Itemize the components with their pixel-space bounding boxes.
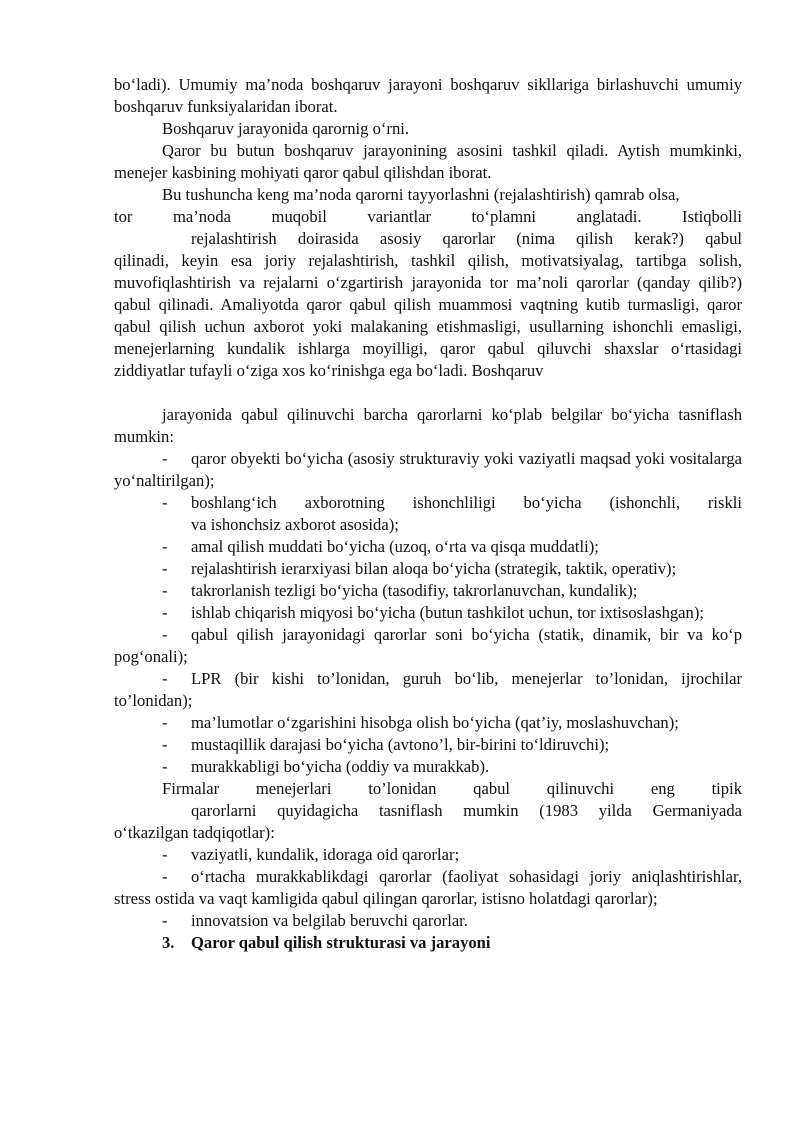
list-item-text: va ishonchsiz axborot asosida);: [191, 515, 399, 534]
list-item: [114, 756, 742, 778]
list-item: [114, 712, 742, 734]
spacer: [114, 382, 742, 404]
list-dash: -: [162, 669, 168, 688]
paragraph: jarayonida qabul qilinuvchi barcha qarorlarni ko‘plab belgilar bo‘yicha tasniflash mumkin:: [114, 405, 742, 446]
paragraph-section-label: Boshqaruv jarayonida qarornig o‘rni.: [162, 119, 409, 138]
list-item: [114, 536, 742, 558]
list-item: [114, 734, 742, 756]
list-dash: [114, 514, 191, 536]
list-dash: -: [162, 493, 168, 512]
list-item-text: qabul qilish jarayonidagi qarorlar soni bo‘yicha (statik, dinamik, bir va ko‘p pog‘onali);: [114, 625, 742, 666]
list-item-text: LPR (bir kishi to’lonidan, guruh bo‘lib, menejerlar to’lonidan, ijrochilar to’lonidan);: [114, 669, 742, 710]
section-number: 3.: [162, 933, 175, 952]
list-item: [114, 492, 742, 514]
paragraph-line: o‘tkazilgan tadqiqotlar):: [114, 823, 275, 842]
list-item-text: takrorlanish tezligi bo‘yicha (tasodifiy, takrorlanuvchan, kundalik);: [191, 581, 638, 600]
paragraph: bo‘ladi). Umumiy ma’noda boshqaruv jarayoni boshqaruv sikllariga birlashuvchi umumiy boshqaruv funksiyalaridan iborat.: [114, 75, 742, 116]
paragraph: qilinadi, keyin esa joriy rejalashtirish, tashkil qilish, motivatsiyalag, tartibga solish, muvofiqlashtirish va rejalarni o‘zgartirish jarayonida tor ma’noli qarorlar (qanday qilib?) qabul qilinadi. Amaliyotda qaror qabul qilish muammosi vaqtning kutib turmasligi, qaror qabul qilish uchun axborot yoki malakaning etishmasligi, usullarning ishonchli emasligi, menejerlarning kundalik ishlarga moyilligi, qaror qabul qiluvchi shaxslar o‘rtasidagi ziddiyatlar tufayli o‘ziga xos ko‘rinishga ega bo‘ladi. Boshqaruv: [114, 251, 742, 380]
list-dash: -: [162, 757, 168, 776]
list-dash: -: [162, 735, 168, 754]
list-dash: -: [162, 449, 168, 468]
list-item: [114, 910, 742, 932]
list-item-text: boshlang‘ich axborotning ishonchliligi bo‘yicha (ishonchli, riskli: [191, 493, 742, 512]
list-dash: -: [162, 867, 168, 886]
list-dash: -: [162, 537, 168, 556]
document-body: [114, 74, 742, 954]
list-item: [114, 668, 742, 712]
list-item-text: amal qilish muddati bo‘yicha (uzoq, o‘rta va qisqa muddatli);: [191, 537, 599, 556]
list-item: [114, 448, 742, 492]
list-item-text: mustaqillik darajasi bo‘yicha (avtono’l, bir-birini to‘ldiruvchi);: [191, 735, 610, 754]
list-item-text: ishlab chiqarish miqyosi bo‘yicha (butun tashkilot uchun, tor ixtisoslashgan);: [191, 603, 704, 622]
list-dash: -: [162, 603, 168, 622]
list-dash: -: [162, 625, 168, 644]
list-dash: -: [162, 581, 168, 600]
list-item-text: vaziyatli, kundalik, idoraga oid qarorlar;: [191, 845, 460, 864]
list-dash: -: [162, 713, 168, 732]
list-item-continuation: [114, 514, 742, 536]
list-item: [114, 866, 742, 910]
section-heading: [114, 932, 742, 954]
list-dash: -: [162, 911, 168, 930]
paragraph-line: qarorlarni quyidagicha tasniflash mumkin (1983 yilda Germaniyada: [191, 801, 742, 820]
list-item: [114, 580, 742, 602]
list-item-text: qaror obyekti bo‘yicha (asosiy strukturaviy yoki vaziyatli maqsad yoki vositalarga yo‘naltirilgan);: [114, 449, 742, 490]
list-item-text: ma’lumotlar o‘zgarishini hisobga olish bo‘yicha (qat’iy, moslashuvchan);: [191, 713, 679, 732]
list-item-text: rejalashtirish ierarxiyasi bilan aloqa bo‘yicha (strategik, taktik, operativ);: [191, 559, 677, 578]
paragraph-line: tor ma’noda muqobil variantlar to‘plamni anglatadi. Istiqbolli: [114, 207, 742, 226]
section-title: Qaror qabul qilish strukturasi va jarayoni: [191, 933, 491, 952]
list-dash: -: [162, 845, 168, 864]
list-item: [114, 558, 742, 580]
list-item-text: murakkabligi bo‘yicha (oddiy va murakkab).: [191, 757, 490, 776]
paragraph-line: Firmalar menejerlari to’lonidan qabul qilinuvchi eng tipik: [162, 779, 742, 798]
list-item: [114, 602, 742, 624]
paragraph-line: rejalashtirish doirasida asosiy qarorlar (nima qilish kerak?) qabul: [191, 229, 742, 248]
list-item: [114, 624, 742, 668]
list-item-text: innovatsion va belgilab beruvchi qarorlar.: [191, 911, 468, 930]
list-item-text: o‘rtacha murakkablikdagi qarorlar (faoliyat sohasidagi joriy aniqlashtirishlar, stress ostida va vaqt kamligida qabul qilingan qarorlar, istisno holatdagi qarorlar);: [114, 867, 742, 908]
paragraph-line: Bu tushuncha keng ma’noda qarorni tayyorlashni (rejalashtirish) qamrab olsa,: [162, 185, 680, 204]
paragraph: Qaror bu butun boshqaruv jarayonining asosini tashkil qiladi. Aytish mumkinki, menejer kasbining mohiyati qaror qabul qilishdan iborat.: [114, 141, 742, 182]
list-dash: -: [162, 559, 168, 578]
list-item: [114, 844, 742, 866]
